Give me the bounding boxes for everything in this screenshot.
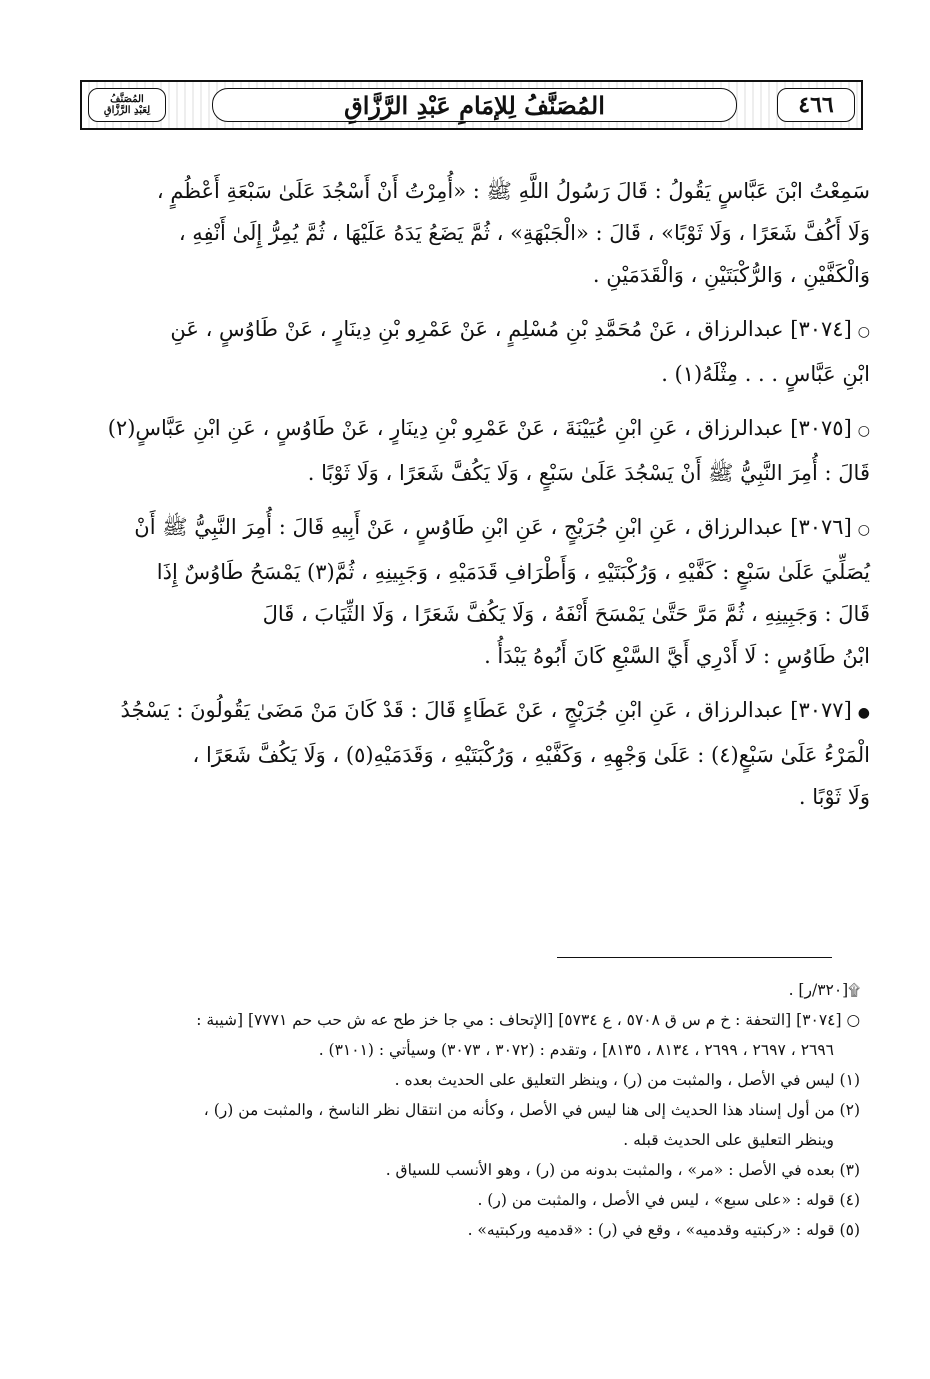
footnote: (١) ليس في الأصل ، والمثبت من (ر) ، وينظر التعليق على الحديث بعده . (394, 1071, 860, 1089)
footnote: (٣) بعده في الأصل : «مر» ، والمثبت بدونه من (ر) ، وهو الأنسب للسياق . (385, 1161, 860, 1179)
footnote: ۩[٣٢٠/ر] . (788, 981, 860, 999)
hadith-paragraph (60, 308, 870, 395)
text-line (60, 308, 870, 353)
page-header (80, 80, 863, 130)
footnote: ٢٦٩٦ ، ٢٦٩٧ ، ٢٦٩٩ ، ٨١٣٤ ، ٨١٣٥] ، وتقدم : (٣٠٧٢ ، ٣٠٧٣) وسيأتي : (٣١٠١) . (318, 1041, 834, 1059)
main-text (60, 170, 870, 830)
text-line: سَمِعْتُ ابْنَ عَبَّاسٍ يَقُولُ : قَالَ رَسُولُ اللَّهِ ﷺ : «أُمِرْتُ أَنْ أَسْجُدَ عَلَىٰ سَبْعَةِ أَعْظُمٍ ، (156, 179, 870, 203)
text-line-content: [٣٠٧٥] عبدالرزاق ، عَنِ ابْنِ عُيَيْنَةَ ، عَنْ عَمْرِو بْنِ دِينَارٍ ، عَنْ طَاوُسٍ ، عَنِ ابْنِ عَبَّاسٍ(٢) (107, 416, 852, 440)
hadith-paragraph (60, 170, 870, 296)
header-title-box (212, 88, 737, 122)
header-seal (88, 88, 166, 122)
text-line (60, 506, 870, 551)
text-line: قَالَ : وَجَبِينِهِ ، ثُمَّ مَرَّ حَتَّىٰ يَمْسَحَ أَنْفَهُ ، وَلَا يَكُفَّ شَعَرًا ، وَلَا الثِّيَابَ ، قَالَ (262, 602, 870, 626)
hadith-marker: ○ (857, 522, 870, 538)
text-line: يُصَلِّيَ عَلَىٰ سَبْعٍ : كَفَّيْهِ ، وَرُكْبَتَيْهِ ، وَأَطْرَافِ قَدَمَيْهِ ، وَجَبِينِهِ ، ثُمَّ(٣) يَمْسَحُ طَاوُسٌ إِذَا (156, 560, 870, 584)
footnote: (٢) من أول إسناد هذا الحديث إلى هنا ليس في الأصل ، وكأنه من انتقال نظر الناسخ ، والمثبت من (ر) ، (203, 1101, 860, 1119)
hadith-marker: ○ (857, 324, 870, 340)
hadith-marker: ○ (857, 423, 870, 439)
text-line: قَالَ : أُمِرَ النَّبِيُّ ﷺ أَنْ يَسْجُدَ عَلَىٰ سَبْعٍ ، وَلَا يَكُفَّ شَعَرًا ، وَلَا ثَوْبًا . (307, 461, 870, 485)
page-number: ٤٦٦ (798, 92, 834, 118)
hadith-paragraph (60, 506, 870, 677)
text-line-content: [٣٠٧٧] عبدالرزاق ، عَنِ ابْنِ جُرَيْجٍ ، عَنْ عَطَاءٍ قَالَ : قَدْ كَانَ مَنْ مَضَىٰ يَقُولُونَ : يَسْجُدُ (120, 698, 852, 722)
header-seal-line1: المُصَنَّفُ (110, 94, 144, 105)
text-line: الْمَرْءُ عَلَىٰ سَبْعٍ(٤) : عَلَىٰ وَجْهِهِ ، وَكَفَّيْهِ ، وَرُكْبَتَيْهِ ، وَقَدَمَيْهِ(٥) ، وَلَا يَكُفَّ شَعَرًا ، (192, 743, 870, 767)
header-seal-line2: لِعَبْدِ الرَّزَّاقِ (103, 105, 151, 116)
text-line-content: [٣٠٧٤] عبدالرزاق ، عَنْ مُحَمَّدِ بْنِ مُسْلِمٍ ، عَنْ عَمْرِو بْنِ دِينَارٍ ، عَنْ طَاوُسٍ ، عَنِ (170, 317, 852, 341)
page-title: المُصَنَّفُ لِلإمَامِ عَبْدِ الرَّزَّاقِ (344, 90, 605, 120)
hadith-marker: ● (857, 705, 870, 721)
text-line: وَالْكَفَّيْنِ ، وَالرُّكْبَتَيْنِ ، وَالْقَدَمَيْنِ . (592, 263, 870, 287)
text-line: وَلَا أَكُفَّ شَعَرًا ، وَلَا ثَوْبًا» ، قَالَ : «الْجَبْهَةِ» ، ثُمَّ يَضَعُ يَدَهُ عَلَيْهَا ، ثُمَّ يُمِرُّ إِلَىٰ أَنْفِهِ ، (178, 221, 870, 245)
text-line (60, 407, 870, 452)
hadith-paragraph (60, 689, 870, 818)
page-number-box (777, 88, 855, 122)
footnote: وينظر التعليق على الحديث قبله . (623, 1131, 834, 1149)
footnotes (60, 975, 860, 1245)
text-line (60, 689, 870, 734)
footnote: (٤) قوله : «على سبع» ، ليس في الأصل ، والمثبت من (ر) . (477, 1191, 860, 1209)
text-line: ابْنُ طَاوُسٍ : لَا أَدْرِي أَيَّ السَّبْعِ كَانَ أَبُوهُ يَبْدَأُ . (484, 644, 870, 668)
footnote-separator (557, 957, 832, 958)
hadith-paragraph (60, 407, 870, 494)
footnote: (٥) قوله : «ركبتيه وقدميه» ، وقع في (ر) : «قدميه وركبتيه» . (467, 1221, 860, 1239)
text-line-content: [٣٠٧٦] عبدالرزاق ، عَنِ ابْنِ جُرَيْجٍ ، عَنِ ابْنِ طَاوُسٍ ، عَنْ أَبِيهِ قَالَ : أُمِرَ النَّبِيُّ ﷺ أَنْ (134, 515, 852, 539)
footnote: ○ [٣٠٧٤] [التحفة : خ م س ق ٥٧٠٨ ، ع ٥٧٣٤] [الإتحاف : مي جا خز طح عه ش حب حم ٧٧٧١] [شيبة : (196, 1011, 860, 1029)
text-line: ابْنِ عَبَّاسٍ . . . مِثْلَهُ(١) . (661, 362, 870, 386)
text-line: وَلَا ثَوْبًا . (798, 785, 870, 809)
